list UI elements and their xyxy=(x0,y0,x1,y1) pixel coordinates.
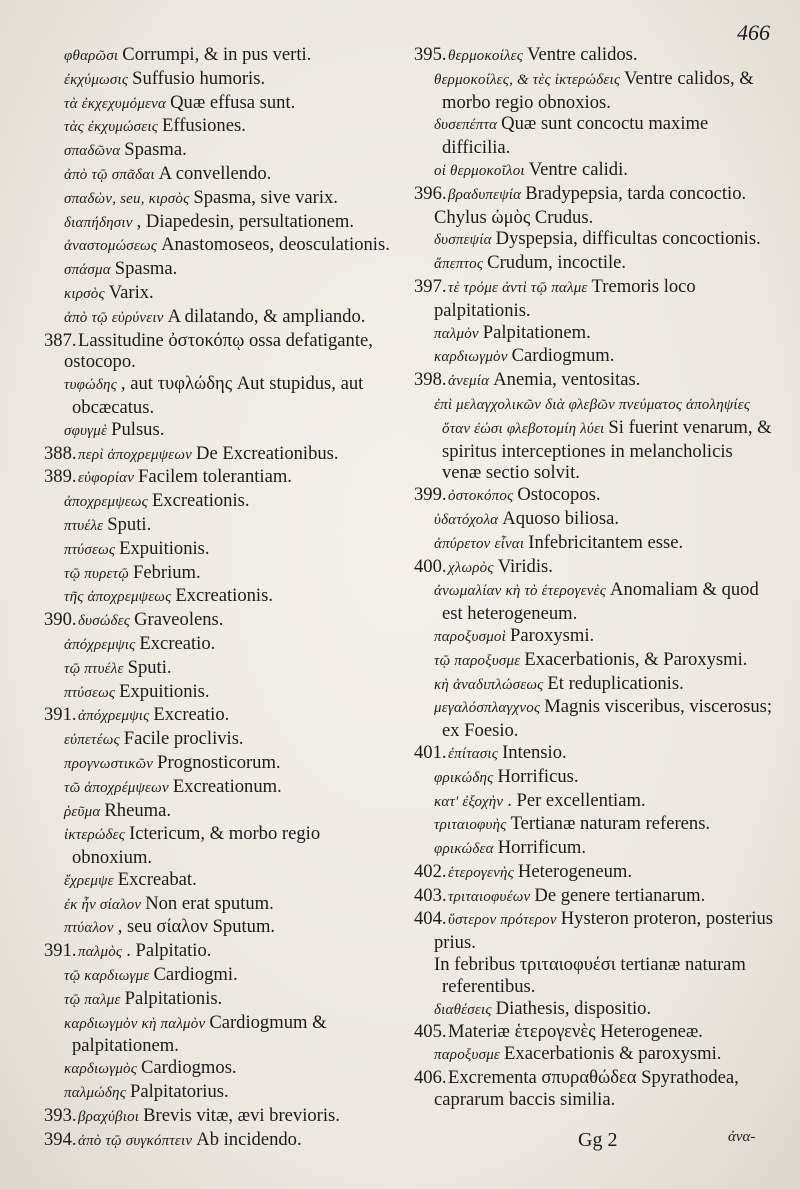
latin-gloss: Palpitatorius. xyxy=(129,1081,229,1103)
latin-gloss: Ostocopos. xyxy=(517,484,601,506)
greek-term: ἀποχρεμψεως xyxy=(64,494,148,511)
latin-gloss: Non erat sputum. xyxy=(145,892,274,914)
greek-term: τῷ πυρετῷ xyxy=(64,565,129,582)
latin-gloss: Quæ effusa sunt. xyxy=(170,91,296,113)
greek-term: καρδιωγμὸν xyxy=(434,349,508,366)
glossary-entry xyxy=(44,752,400,776)
greek-term: ἀπὸ τῷ συγκόπτειν xyxy=(78,1132,193,1149)
greek-term: εὐφορίαν xyxy=(78,470,135,487)
latin-gloss: Aquoso biliosa. xyxy=(502,507,619,529)
glossary-entry xyxy=(44,940,400,964)
entry-number: 394. xyxy=(44,1128,77,1150)
greek-term: δυσώδες xyxy=(78,613,131,630)
latin-gloss: Excreabat. xyxy=(117,868,197,890)
glossary-entry xyxy=(44,916,400,940)
latin-gloss: Effusiones. xyxy=(162,115,246,137)
greek-term: ἰκτερώδες xyxy=(64,827,126,844)
glossary-entry xyxy=(44,681,400,705)
latin-gloss: Brevis vitæ, ævi brevioris. xyxy=(143,1104,340,1126)
greek-term: διαθέσεις xyxy=(434,1001,492,1018)
glossary-entry xyxy=(44,139,400,163)
glossary-entry xyxy=(44,823,400,869)
latin-gloss: Ventre calidos. xyxy=(527,44,638,65)
latin-gloss: Tertianæ naturam referens. xyxy=(510,813,711,835)
signature-mark: Gg 2 xyxy=(578,1129,618,1151)
entry-number: 403. xyxy=(414,884,447,906)
entry-number: 391. xyxy=(44,704,77,726)
greek-term: εὐπετέως xyxy=(64,732,120,749)
greek-term: ἀνεμία xyxy=(448,373,490,390)
glossary-entry xyxy=(44,373,400,419)
latin-gloss: Anastomoseos, deosculationis. xyxy=(161,234,390,256)
glossary-entry xyxy=(414,322,774,346)
latin-gloss: Bradypepsia, tarda concoctio. xyxy=(525,182,747,204)
latin-gloss: Sputi. xyxy=(107,513,152,535)
greek-term: θερμοκοίλες xyxy=(448,48,524,64)
greek-term: ἀπόχρεμψις xyxy=(64,636,136,653)
greek-term: τριταιοφυέων xyxy=(448,888,531,905)
greek-term: τῆς ἀποχρεμψεως xyxy=(64,589,172,606)
latin-gloss: De Excreationibus. xyxy=(196,442,339,464)
entry-number: 393. xyxy=(44,1104,77,1126)
glossary-entry xyxy=(44,728,400,752)
latin-gloss: Prognosticorum. xyxy=(157,751,281,773)
entry-number: 401. xyxy=(414,741,447,763)
entry-number: 397. xyxy=(414,275,447,297)
greek-term: ἔχρεμψε xyxy=(64,872,114,889)
glossary-entry xyxy=(44,419,400,443)
greek-term: περὶ ἀποχρεμψεων xyxy=(78,446,193,463)
latin-gloss: , seu σίαλον Sputum. xyxy=(117,916,276,938)
glossary-entry xyxy=(414,790,774,814)
latin-gloss: Et reduplicationis. xyxy=(547,672,684,694)
greek-term: ῥεῦμα xyxy=(64,803,101,820)
greek-term: τῷ παλμε xyxy=(64,991,121,1008)
greek-term: ἐπὶ μελαγχολικῶν διὰ φλεβῶν πνεύματος ἀποληψίες ὅταν ἐώσι φλεβοτομίη λύει xyxy=(434,396,751,437)
greek-term: σπαδὼν, seu, κιρσὸς xyxy=(64,190,190,207)
greek-term: ἀπύρετον εἶναι xyxy=(434,535,525,552)
glossary-entry xyxy=(44,1081,400,1105)
greek-term: παλμὸς xyxy=(78,944,123,961)
glossary-entry xyxy=(44,306,400,330)
glossary-entry xyxy=(44,163,400,187)
greek-term: πτύαλον xyxy=(64,920,114,937)
latin-gloss: Graveolens. xyxy=(134,609,224,631)
latin-gloss: Rheuma. xyxy=(104,799,172,821)
latin-gloss: Intensio. xyxy=(502,741,567,763)
entry-number: 399. xyxy=(414,484,447,506)
greek-term: τῷ παροξυσμε xyxy=(434,652,521,669)
greek-term: τυφώδης xyxy=(64,377,117,394)
entry-number: 388. xyxy=(44,442,77,464)
entry-number: 398. xyxy=(414,369,447,391)
glossary-entry xyxy=(414,532,774,556)
latin-gloss: Diathesis, dispositio. xyxy=(495,997,652,1019)
latin-gloss: Excrementa σπυραθώδεα Spyrathodea, caprarum baccis similia. xyxy=(434,1067,739,1110)
greek-term: σπάσμα xyxy=(64,262,111,279)
glossary-entry xyxy=(44,800,400,824)
greek-term: τῶ ἀποχρέμψεων xyxy=(64,779,169,796)
latin-gloss: Corrumpi, & in pus verti. xyxy=(122,44,312,65)
glossary-entry xyxy=(44,633,400,657)
greek-term: παροξυσμοὶ xyxy=(434,628,506,645)
page-footer xyxy=(0,1129,800,1155)
entry-number: 396. xyxy=(414,182,447,204)
glossary-entry xyxy=(44,115,400,139)
greek-term: ἑτερογενὴς xyxy=(448,864,514,881)
latin-gloss: Ventre calidos, & morbo regio obnoxios. xyxy=(442,67,754,113)
glossary-entry xyxy=(44,514,400,538)
entry-number: 391. xyxy=(44,940,77,962)
greek-term: ἀπὸ τῷ εὐρύνειν xyxy=(64,309,164,326)
entry-number: 402. xyxy=(414,860,447,882)
glossary-entry xyxy=(44,538,400,562)
latin-gloss: Horrificum. xyxy=(497,837,586,859)
greek-term: χλωρὸς xyxy=(448,559,494,576)
latin-gloss: Exacerbationis, & Paroxysmi. xyxy=(524,648,748,670)
glossary-entry xyxy=(44,562,400,586)
glossary-entry xyxy=(44,282,400,306)
latin-gloss: Varix. xyxy=(108,281,154,303)
glossary-entry xyxy=(414,345,774,369)
latin-gloss: In febribus τριταιοφυέσι tertianæ naturam referentibus. xyxy=(434,954,746,997)
greek-term: ἐκ ἦν σίαλον xyxy=(64,896,142,913)
latin-gloss: Excreatio. xyxy=(153,704,230,726)
glossary-entry xyxy=(414,556,774,580)
latin-gloss: . Per excellentiam. xyxy=(507,789,646,811)
glossary-entry xyxy=(414,369,774,393)
right-column xyxy=(414,44,774,1129)
greek-term: δυσεπέπτα xyxy=(434,117,498,134)
greek-term: ἀπόχρεμψις xyxy=(78,708,150,725)
glossary-entry xyxy=(414,276,774,322)
latin-gloss: Infebricitantem esse. xyxy=(528,531,684,553)
greek-term: ἐκχύμωσις xyxy=(64,71,129,88)
latin-gloss: Ab incidendo. xyxy=(196,1128,302,1150)
greek-term: κιρσὸς xyxy=(64,285,105,302)
latin-gloss: Cardiogmi. xyxy=(153,964,238,986)
glossary-entry xyxy=(414,813,774,837)
entry-number: 389. xyxy=(44,466,77,488)
latin-gloss: Febrium. xyxy=(132,561,201,583)
greek-term: σφυγμὲ xyxy=(64,422,108,439)
latin-gloss: Cardiogmos. xyxy=(141,1057,237,1079)
catchword: ἀνα- xyxy=(728,1129,756,1145)
latin-gloss: Anemia, ventositas. xyxy=(493,369,641,391)
greek-term: κατ' ἐξοχὴν xyxy=(434,793,504,810)
greek-term: φρικώδης xyxy=(434,769,494,786)
latin-gloss: Viridis. xyxy=(497,555,553,577)
glossary-entry xyxy=(414,484,774,508)
greek-term: τριταιοφυὴς xyxy=(434,817,507,834)
glossary-entry xyxy=(44,490,400,514)
entry-number: 405. xyxy=(414,1021,447,1043)
glossary-entry xyxy=(414,742,774,766)
glossary-entry xyxy=(44,234,400,258)
latin-gloss: Cardiogmum. xyxy=(511,345,615,367)
latin-gloss: Excreationis. xyxy=(175,585,273,607)
latin-gloss: Tremoris loco palpitationis. xyxy=(434,275,696,321)
latin-gloss: Chylus ὠμὸς Crudus. xyxy=(434,206,594,228)
greek-term: ὑδατόχολα xyxy=(434,511,499,528)
latin-gloss: A convellendo. xyxy=(158,162,272,184)
latin-gloss: Heterogeneum. xyxy=(517,860,633,882)
latin-gloss: Suffusio humoris. xyxy=(132,67,266,89)
entry-number: 387. xyxy=(44,329,77,351)
greek-term: διαπήδησιν xyxy=(64,214,133,231)
glossary-entry xyxy=(44,704,400,728)
greek-term: πτύσεως xyxy=(64,684,116,701)
greek-term: τὰς ἐκχυμώσεις xyxy=(64,119,159,136)
greek-term: βραχύβιοι xyxy=(78,1108,140,1125)
latin-gloss: Spasma, sive varix. xyxy=(193,186,338,208)
entry-number: 390. xyxy=(44,609,77,631)
glossary-entry xyxy=(44,68,400,92)
glossary-entry xyxy=(44,869,400,893)
left-column xyxy=(44,44,400,1150)
latin-gloss: Palpitationis. xyxy=(124,987,223,1009)
glossary-entry xyxy=(414,207,774,229)
glossary-entry xyxy=(44,92,400,116)
latin-gloss: Excreationis. xyxy=(151,490,250,512)
glossary-entry xyxy=(44,585,400,609)
glossary-entry xyxy=(414,159,774,183)
glossary-entry xyxy=(44,187,400,211)
greek-term: σπαδῶνα xyxy=(64,143,121,160)
latin-gloss: Spasma. xyxy=(124,139,187,161)
greek-term: ἀπὸ τῷ σπᾶδαι xyxy=(64,166,155,183)
greek-term: ὀστοκόπος xyxy=(448,488,514,505)
latin-gloss: Cardiogmum & palpitationem. xyxy=(72,1011,327,1057)
latin-gloss: Exacerbationis & paroxysmi. xyxy=(504,1043,722,1065)
greek-term: μεγαλόσπλαγχνος xyxy=(434,700,541,717)
greek-term: καρδιωγμὸν κὴ παλμὸν xyxy=(64,1015,206,1032)
glossary-entry xyxy=(414,68,774,114)
greek-term: πτύσεως xyxy=(64,541,116,558)
glossary-entry xyxy=(44,211,400,235)
latin-gloss: Hysteron proteron, posterius prius. xyxy=(434,908,773,954)
greek-term: ἀνωμαλίαν κὴ τὸ ἑτερογενὲς xyxy=(434,583,607,600)
glossary-entry xyxy=(44,330,400,374)
greek-term: πτυέλε xyxy=(64,517,104,534)
glossary-entry xyxy=(414,625,774,649)
greek-term: παλμώδης xyxy=(64,1085,126,1102)
glossary-entry xyxy=(44,44,400,68)
entry-number: 406. xyxy=(414,1067,447,1089)
greek-term: τῷ καρδιωγμε xyxy=(64,968,150,985)
latin-gloss: Sputi. xyxy=(127,656,172,678)
glossary-entry xyxy=(414,228,774,252)
glossary-entry xyxy=(414,998,774,1022)
glossary-entry xyxy=(44,988,400,1012)
latin-gloss: Horrificus. xyxy=(497,765,579,787)
glossary-entry xyxy=(414,1043,774,1067)
glossary-entry xyxy=(414,1021,774,1043)
glossary-entry xyxy=(414,508,774,532)
glossary-entry xyxy=(44,466,400,490)
greek-term: φρικώδεα xyxy=(434,841,494,858)
glossary-entry xyxy=(414,908,774,954)
glossary-entry xyxy=(414,673,774,697)
glossary-entry xyxy=(414,837,774,861)
latin-gloss: De genere tertianarum. xyxy=(534,884,706,906)
greek-term: ἐπίτασις xyxy=(448,745,499,762)
latin-gloss: , Diapedesin, persultationem. xyxy=(136,210,354,232)
glossary-entry xyxy=(414,885,774,909)
latin-gloss: Facilem tolerantiam. xyxy=(138,466,292,488)
greek-term: τὰ ἐκχεχυμόμενα xyxy=(64,95,167,112)
greek-term: τὲ τρόμε ἀντὶ τῷ παλμε xyxy=(448,279,588,296)
latin-gloss: Paroxysmi. xyxy=(510,624,595,646)
latin-gloss: . Palpitatio. xyxy=(126,940,212,962)
greek-term: ἀναστομώσεως xyxy=(64,238,158,255)
latin-gloss: Materiæ ἑτερογενὲς Heterogeneæ. xyxy=(448,1021,703,1043)
greek-term: βραδυπεψία xyxy=(448,186,522,203)
page-number: 466 xyxy=(737,20,770,45)
latin-gloss: Dyspepsia, difficultas concoctionis. xyxy=(495,228,761,250)
greek-term: οἱ θερμοκοῖλοι xyxy=(434,162,525,179)
greek-term: κὴ ἀναδιπλώσεως xyxy=(434,676,544,693)
glossary-entry xyxy=(414,113,774,159)
glossary-entry xyxy=(414,252,774,276)
entry-number: 404. xyxy=(414,908,447,930)
glossary-entry xyxy=(44,443,400,467)
glossary-entry xyxy=(414,954,774,998)
latin-gloss: Excreatio. xyxy=(139,632,216,654)
latin-gloss: Anomaliam & quod est heterogeneum. xyxy=(442,579,759,625)
greek-term: θερμοκοίλες, & τὲς ἰκτερώδεις xyxy=(434,71,621,88)
latin-gloss: Si fuerint venarum, & spiritus interceptiones in melancholicis venæ sectio solvit. xyxy=(442,416,772,484)
glossary-entry xyxy=(44,1105,400,1129)
latin-gloss: Ictericum, & morbo regio obnoxium. xyxy=(72,823,321,869)
glossary-entry xyxy=(414,696,774,742)
greek-term: φθαρῶσι xyxy=(64,48,119,64)
glossary-entry xyxy=(414,649,774,673)
glossary-entry xyxy=(44,893,400,917)
latin-gloss: Excreationum. xyxy=(172,775,282,797)
latin-gloss: Crudum, incoctile. xyxy=(487,252,627,274)
greek-term: δυσπεψία xyxy=(434,232,492,249)
entry-number: 395. xyxy=(414,44,447,65)
glossary-entry xyxy=(44,776,400,800)
latin-gloss: Quæ sunt concoctu maxime difficilia. xyxy=(442,113,709,159)
glossary-entry xyxy=(44,1057,400,1081)
greek-term: ὕστερον πρότερον xyxy=(448,912,557,929)
glossary-entry xyxy=(44,1012,400,1058)
greek-term: παροξυσμε xyxy=(434,1047,501,1064)
glossary-entry xyxy=(414,183,774,207)
glossary-entry xyxy=(414,44,774,68)
latin-gloss: Ventre calidi. xyxy=(528,158,628,180)
greek-term: καρδιωγμὸς xyxy=(64,1061,138,1078)
glossary-entry xyxy=(44,964,400,988)
entry-number: 400. xyxy=(414,555,447,577)
latin-gloss: Spasma. xyxy=(114,258,178,280)
glossary-entry xyxy=(414,766,774,790)
latin-gloss: A dilatando, & ampliando. xyxy=(167,305,366,327)
greek-term: ἄπεπτος xyxy=(434,256,484,273)
latin-gloss: Lassitudine ὀστοκόπῳ ossa defatigante, ostocopo. xyxy=(64,329,373,373)
glossary-entry xyxy=(44,609,400,633)
latin-gloss: Palpitationem. xyxy=(482,321,591,343)
glossary-entry xyxy=(44,258,400,282)
latin-gloss: , aut τυφλώδης Aut stupidus, aut obcæcatus. xyxy=(72,373,364,418)
greek-term: τῷ πτυέλε xyxy=(64,660,124,677)
latin-gloss: Magnis visceribus, viscerosus; ex Foesio. xyxy=(442,696,773,742)
glossary-entry xyxy=(44,657,400,681)
latin-gloss: Expuitionis. xyxy=(119,537,210,559)
latin-gloss: Facile proclivis. xyxy=(123,728,244,750)
greek-term: προγνωστικῶν xyxy=(64,755,154,772)
glossary-entry xyxy=(414,861,774,885)
glossary-entry xyxy=(414,1067,774,1111)
latin-gloss: Expuitionis. xyxy=(119,680,210,702)
latin-gloss: Pulsus. xyxy=(111,418,165,440)
greek-term: παλμὸν xyxy=(434,325,479,342)
glossary-entry xyxy=(414,393,774,484)
glossary-entry xyxy=(414,579,774,625)
